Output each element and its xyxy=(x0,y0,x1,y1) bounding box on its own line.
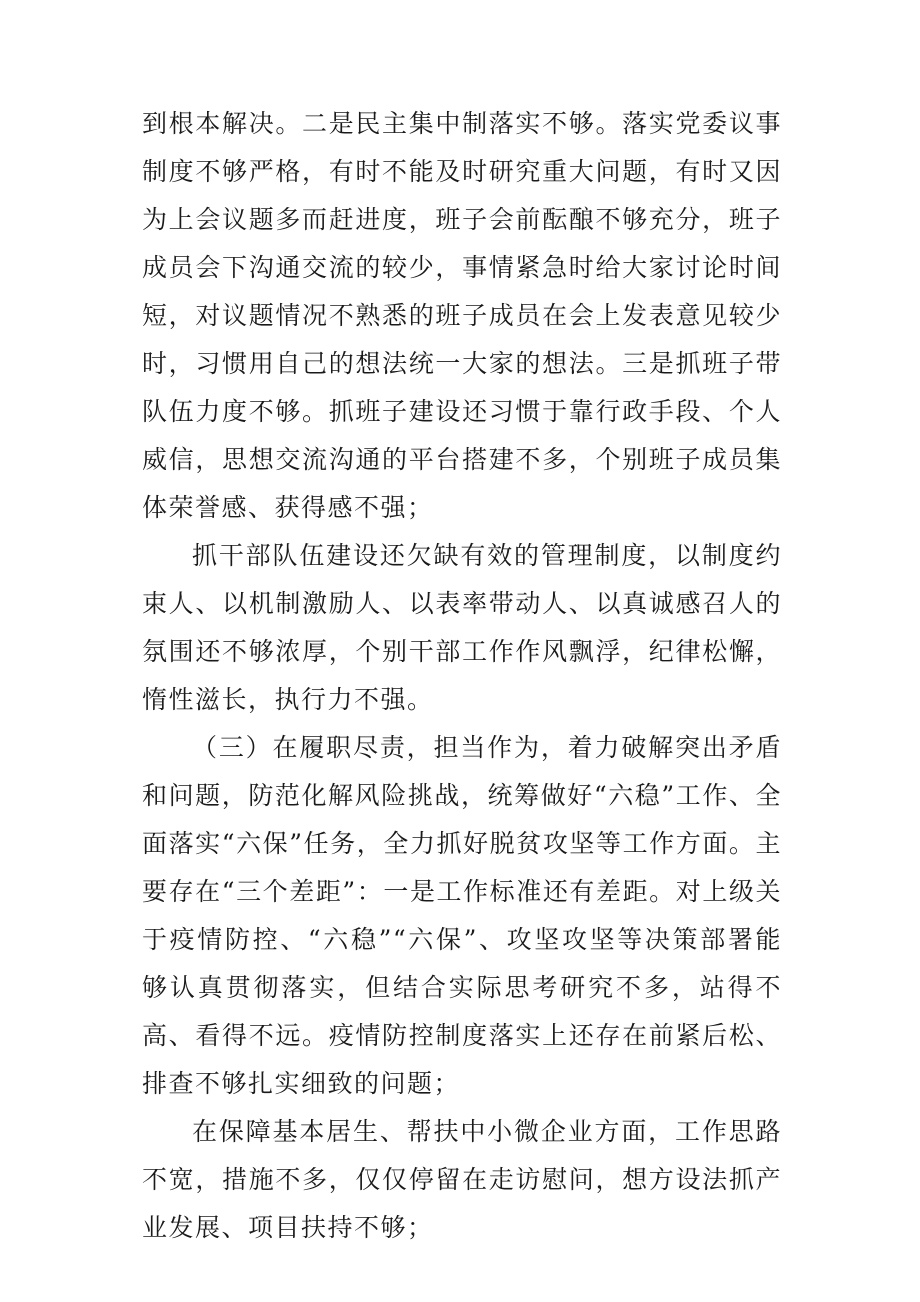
document-body xyxy=(142,100,782,1252)
paragraph-2: 抓干部队伍建设还欠缺有效的管理制度，以制度约束人、以机制激励人、以表率带动人、以真诚感召人的氛围还不够浓厚，个别干部工作作风飘浮，纪律松懈，惰性滋长，执行力不强。 xyxy=(142,541,782,714)
paragraph-1: 到根本解决。二是民主集中制落实不够。落实党委议事制度不够严格，有时不能及时研究重大问题，有时又因为上会议题多而赶进度，班子会前酝酿不够充分，班子成员会下沟通交流的较少，事情紧急时给大家讨论时间短，对议题情况不熟悉的班子成员在会上发表意见较少时，习惯用自己的想法统一大家的想法。三是抓班子带队伍力度不够。抓班子建设还习惯于靠行政手段、个人威信，思想交流沟通的平台搭建不多，个别班子成员集体荣誉感、获得感不强； xyxy=(142,109,782,522)
paragraph-3: （三）在履职尽责，担当作为，着力破解突出矛盾和问题，防范化解风险挑战，统筹做好“六稳”工作、全面落实“六保”任务，全力抓好脱贫攻坚等工作方面。主要存在“三个差距”：一是工作标准还有差距。对上级关于疫情防控、“六稳”“六保”、攻坚攻坚等决策部署能够认真贯彻落实，但结合实际思考研究不多，站得不高、看得不远。疫情防控制度落实上还存在前紧后松、排查不够扎实细致的问题； xyxy=(142,733,782,1098)
paragraph-4: 在保障基本居生、帮扶中小微企业方面，工作思路不宽，措施不多，仅仅停留在走访慰问，想方设法抓产业发展、项目扶持不够； xyxy=(142,1117,782,1242)
